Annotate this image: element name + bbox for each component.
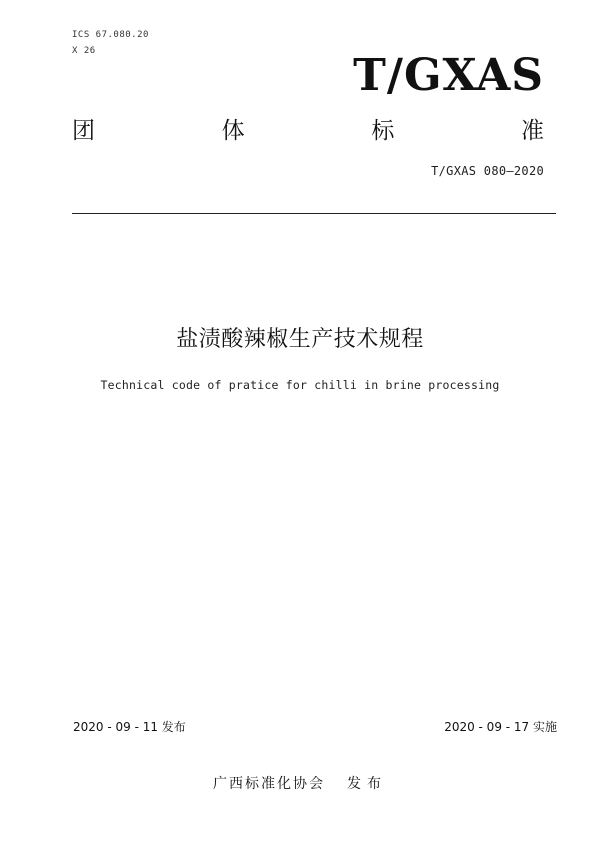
ics-code: ICS 67.080.20 <box>72 30 149 40</box>
document-title-english: Technical code of pratice for chilli in brine processing <box>100 378 500 392</box>
document-title-chinese: 盐渍酸辣椒生产技术规程 <box>176 327 424 352</box>
standard-type-char: 体 <box>221 118 245 144</box>
publisher-organization: 广西标准化协会 <box>213 776 325 792</box>
header-divider <box>72 213 556 214</box>
standard-type-char: 标 <box>371 118 395 144</box>
publisher-action: 发布 <box>347 776 387 792</box>
standard-type-char: 团 <box>72 118 95 144</box>
issue-date: 2020 - 09 - 11 发布 <box>73 720 186 734</box>
standard-type-label <box>72 116 544 146</box>
ccs-code: X 26 <box>72 46 96 56</box>
publisher-line <box>0 773 600 793</box>
implementation-date: 2020 - 09 - 17 实施 <box>444 720 557 734</box>
standard-number: T/GXAS 080—2020 <box>431 164 544 178</box>
standard-type-char: 准 <box>520 118 544 144</box>
standard-brand-logo: T/GXAS <box>353 50 544 101</box>
